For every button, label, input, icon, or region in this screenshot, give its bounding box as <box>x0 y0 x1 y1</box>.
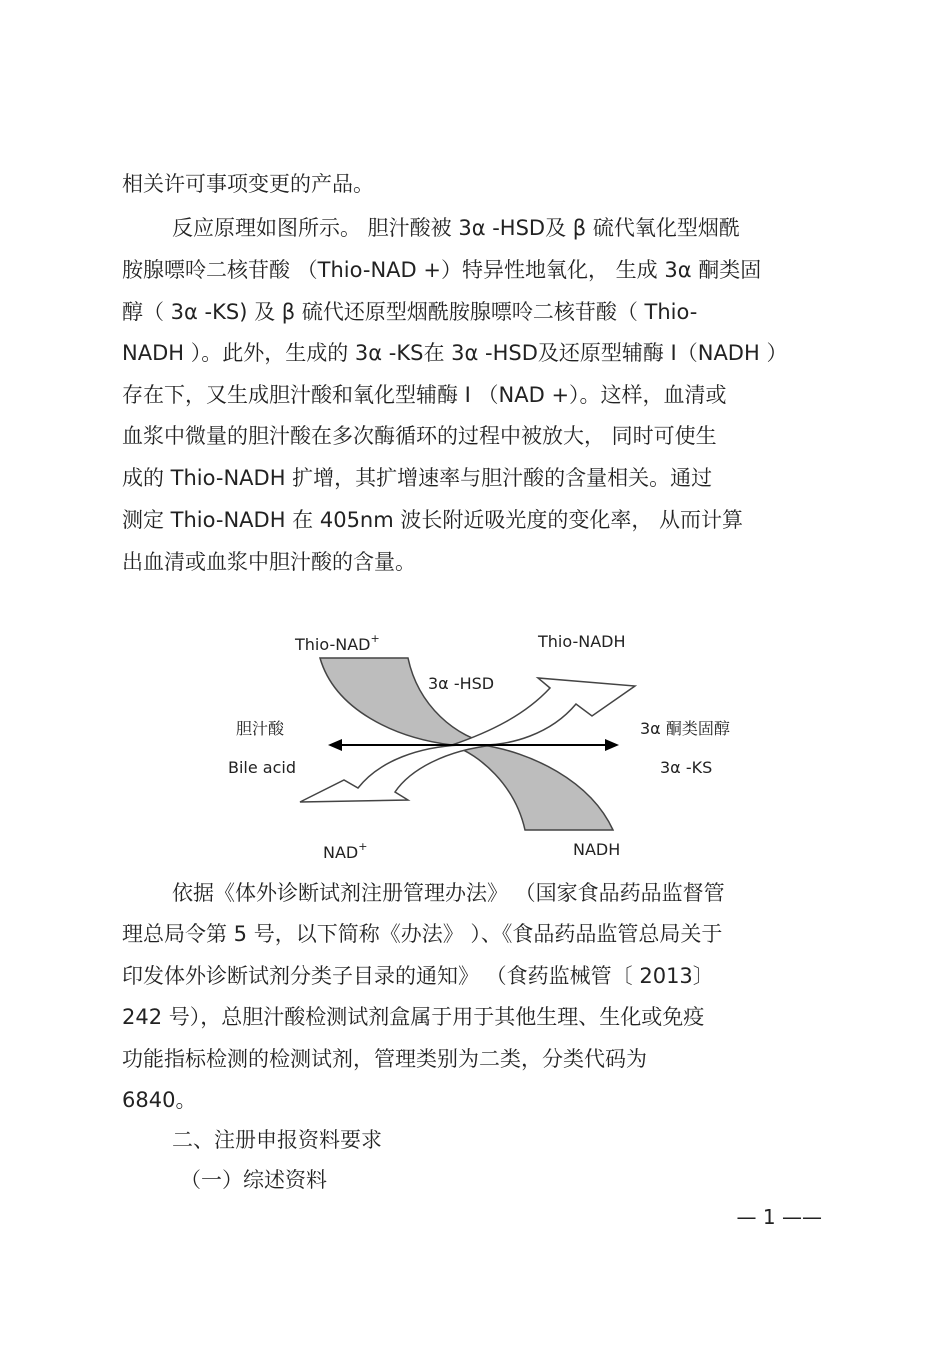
thio-nadh-label: Thio-NADH <box>538 632 626 651</box>
principle-line: 出血清或血浆中胆汁酸的含量。 <box>122 550 416 574</box>
regulation-line: 功能指标检测的检测试剂，管理类别为二类，分类代码为 <box>122 1047 647 1071</box>
principle-line: 测定 Thio-NADH 在 405nm 波长附近吸光度的变化率， 从而计算 <box>122 508 744 532</box>
reaction-cycle-graphic <box>220 620 760 870</box>
arrowhead-left <box>328 739 342 751</box>
reaction-diagram <box>220 620 760 870</box>
principle-line: 成的 Thio-NADH 扩增，其扩增速率与胆汁酸的含量相关。通过 <box>122 466 713 490</box>
bile-acid-en-label: Bile acid <box>228 758 296 777</box>
regulation-line: 印发体外诊断试剂分类子目录的通知》 （食药监械管〔 2013〕 <box>122 964 714 988</box>
bile-acid-cn-label: 胆汁酸 <box>236 719 285 738</box>
section-heading: 二、注册申报资料要求 <box>172 1128 382 1152</box>
thio-nad-curve <box>320 658 495 745</box>
nadh-label: NADH <box>573 840 621 859</box>
regulation-line: 理总局令第 5 号，以下简称《办法》 ）、《食品药品监管总局关于 <box>122 922 723 946</box>
thio-nad-label: Thio-NAD+ <box>295 632 380 654</box>
arrowhead-right <box>605 739 619 751</box>
intro-tail: 相关许可事项变更的产品。 <box>122 172 374 196</box>
ketosteroid-en-label: 3α -KS <box>660 758 713 777</box>
nadh-curve <box>452 745 613 830</box>
subsection-heading: （一）综述资料 <box>180 1168 327 1192</box>
enzyme-label: 3α -HSD <box>428 674 495 693</box>
regulation-line: 242 号），总胆汁酸检测试剂盒属于用于其他生理、生化或免疫 <box>122 1005 705 1029</box>
principle-line: 反应原理如图所示。 胆汁酸被 3α -HSD及 β 硫代氧化型烟酰 <box>172 216 740 240</box>
principle-line: 醇（ 3α -KS) 及 β 硫代还原型烟酰胺腺嘌呤二核苷酸（ Thio- <box>122 300 698 324</box>
principle-line: 血浆中微量的胆汁酸在多次酶循环的过程中被放大， 同时可使生 <box>122 424 717 448</box>
principle-line: 胺腺嘌呤二核苷酸 （Thio-NAD +）特异性地氧化， 生成 3α 酮类固 <box>122 258 762 282</box>
nad-arrow <box>300 745 495 802</box>
nad-label: NAD+ <box>323 840 368 862</box>
regulation-line: 6840。 <box>122 1088 197 1112</box>
ketosteroid-cn-label: 3α 酮类固醇 <box>640 719 730 738</box>
principle-line: 存在下，又生成胆汁酸和氧化型辅酶 I （NAD +）。这样，血清或 <box>122 383 727 407</box>
principle-line: NADH ）。此外，生成的 3α -KS在 3α -HSD及还原型辅酶 I（NADH ） <box>122 341 788 365</box>
page-number: — 1 —— <box>736 1205 822 1229</box>
regulation-line: 依据《体外诊断试剂注册管理办法》 （国家食品药品监督管 <box>172 881 725 905</box>
